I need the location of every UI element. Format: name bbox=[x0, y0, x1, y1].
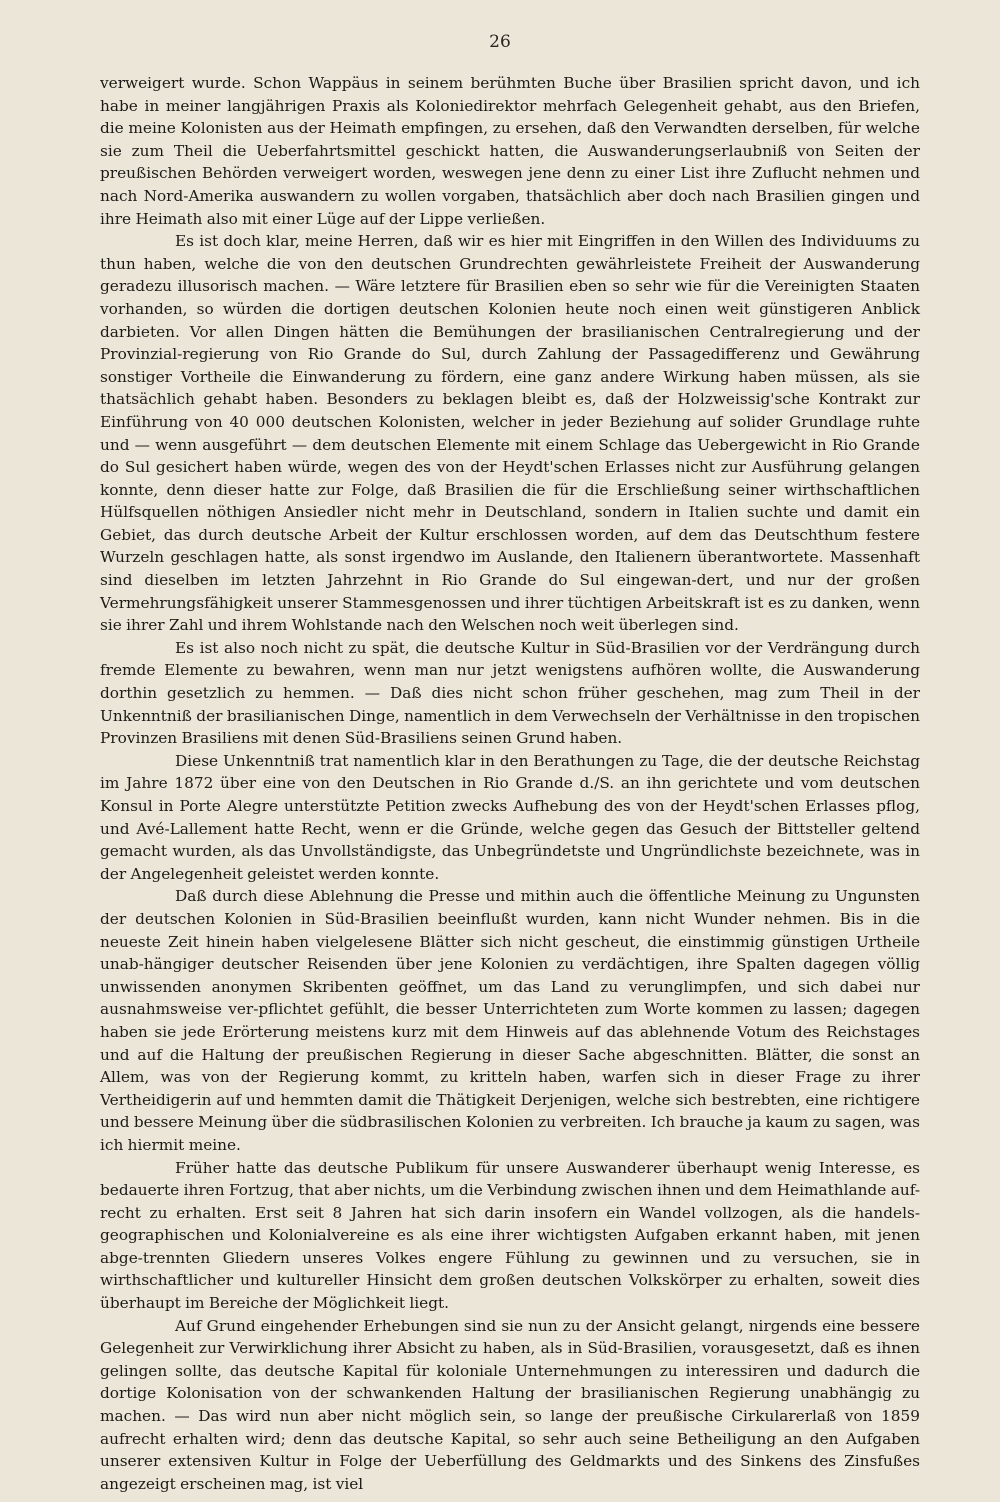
body-text bbox=[100, 72, 920, 1495]
paragraph-7: Auf Grund eingehender Erhebungen sind sie nun zu der Ansicht gelangt, nirgends eine bessere Gelegenheit zur Verwirklichung ihrer Absicht zu haben, als in Süd-Brasilien, vorausgesetzt, daß es ihnen gelingen sollte, das deutsche Kapital für koloniale Unternehmungen zu interessiren und dadurch die dortige Kolonisation von der schwankenden Haltung der brasilianischen Regierung unabhängig zu machen. — Das wird nun aber nicht möglich sein, so lange der preußische Cirkularerlaß von 1859 aufrecht erhalten wird; denn das deutsche Kapital, so sehr auch seine Betheiligung an den Aufgaben unserer extensiven Kultur in Folge der Ueberfüllung des Geldmarkts und des Sinkens des Zinsfußes angezeigt erscheinen mag, ist viel bbox=[100, 1316, 920, 1493]
paragraph-3: Es ist also noch nicht zu spät, die deutsche Kultur in Süd-Brasilien vor der Verdrängung durch fremde Elemente zu bewahren, wenn man nur jetzt wenigstens aufhören wollte, die Auswanderung dorthin gesetzlich zu hemmen. — Daß dies nicht schon früher geschehen, mag zum Theil in der Unkenntniß der brasilianischen Dinge, namentlich in dem Verwechseln der Verhältnisse in den tropischen Provinzen Brasiliens mit denen Süd-Brasiliens seinen Grund haben. bbox=[100, 638, 920, 748]
paragraph-1: verweigert wurde. Schon Wappäus in seinem berühmten Buche über Brasilien spricht davon, und ich habe in meiner langjährigen Praxis als Koloniedirektor mehrfach Gelegenheit gehabt, aus den Briefen, die meine Kolonisten aus der Heimath empfingen, zu ersehen, daß den Verwandten derselben, für welche sie zum Theil die Ueberfahrtsmittel geschickt hatten, die Auswanderungserlaubniß von Seiten der preußischen Behörden verweigert worden, weswegen jene denn zu einer List ihre Zuflucht nehmen und nach Nord-Amerika auswandern zu wollen vorgaben, thatsächlich aber doch nach Brasilien gingen und ihre Heimath also mit einer Lüge auf der Lippe verließen. bbox=[100, 74, 920, 228]
page-number: 26 bbox=[489, 32, 511, 52]
paragraph-2: Es ist doch klar, meine Herren, daß wir es hier mit Eingriffen in den Willen des Individuums zu thun haben, welche die von den deutschen Grundrechten gewährleistete Freiheit der Auswanderung geradezu illusorisch machen. — Wäre letztere für Brasilien eben so sehr wie für die Vereinigten Staaten vorhanden, so würden die dortigen deutschen Kolonien heute noch einen weit günstigeren Anblick darbieten. Vor allen Dingen hätten die Bemühungen der brasilianischen Centralregierung und der Provinzial-regierung von Rio Grande do Sul, durch Zahlung der Passagedifferenz und Gewährung sonstiger Vortheile die Einwanderung zu fördern, eine ganz andere Wirkung haben müssen, als sie thatsächlich gehabt haben. Besonders zu beklagen bleibt es, daß der Holzweissig'sche Kontrakt zur Einführung von 40 000 deutschen Kolonisten, welcher in jeder Beziehung auf solider Grundlage ruhte und — wenn ausgeführt — dem deutschen Elemente mit einem Schlage das Uebergewicht in Rio Grande do Sul gesichert haben würde, wegen des von der Heydt'schen Erlasses nicht zur Ausführung gelangen konnte, denn dieser hatte zur Folge, daß Brasilien die für die Erschließung seiner wirthschaftlichen Hülfsquellen nöthigen Ansiedler nicht mehr in Deutschland, sondern in Italien suchte und damit ein Gebiet, das durch deutsche Arbeit der Kultur erschlossen worden, auf dem das Deutschthum festere Wurzeln geschlagen hatte, als sonst irgendwo im Auslande, den Italienern überantwortete. Massenhaft sind dieselben im letzten Jahrzehnt in Rio Grande do Sul eingewan-dert, und nur der großen Vermehrungsfähigkeit unserer Stammesgenossen und ihrer tüchtigen Arbeitskraft ist es zu danken, wenn sie ihrer Zahl und ihrem Wohlstande nach den Welschen noch weit überlegen sind. bbox=[100, 232, 920, 635]
paragraph-6: Früher hatte das deutsche Publikum für unsere Auswanderer überhaupt wenig Interesse, es bedauerte ihren Fortzug, that aber nichts, um die Verbindung zwischen ihnen und dem Heimathlande auf-recht zu erhalten. Erst seit 8 Jahren hat sich darin insofern ein Wandel vollzogen, als die handels-geographischen und Kolonialvereine es als eine ihrer wichtigsten Aufgaben erkannt haben, mit jenen abge-trennten Gliedern unseres Volkes engere Fühlung zu gewinnen und zu versuchen, sie in wirthschaftlicher und kultureller Hinsicht dem großen deutschen Volkskörper zu erhalten, soweit dies überhaupt im Bereiche der Möglichkeit liegt. bbox=[100, 1158, 920, 1313]
paragraph-5: Daß durch diese Ablehnung die Presse und mithin auch die öffentliche Meinung zu Ungunsten der deutschen Kolonien in Süd-Brasilien beeinflußt wurden, kann nicht Wunder nehmen. Bis in die neueste Zeit hinein haben vielgelesene Blätter sich nicht gescheut, die einstimmig günstigen Urtheile unab-hängiger deutscher Reisenden über jene Kolonien zu verdächtigen, ihre Spalten dagegen völlig unwissenden anonymen Skribenten geöffnet, um das Land zu verunglimpfen, und sich dabei nur ausnahmsweise ver-pflichtet gefühlt, die besser Unterrichteten zum Worte kommen zu lassen; dagegen haben sie jede Erörterung meistens kurz mit dem Hinweis auf das ablehnende Votum des Reichstages und auf die Haltung der preußischen Regierung in dieser Sache abgeschnitten. Blätter, die sonst an Allem, was von der Regierung kommt, zu kritteln haben, warfen sich in dieser Frage zu ihrer Vertheidigerin auf und hemmten damit die Thätigkeit Derjenigen, welche sich bestrebten, eine richtigere und bessere Meinung über die südbrasilischen Kolonien zu verbreiten. Ich brauche ja kaum zu sagen, was ich hiermit meine. bbox=[100, 887, 920, 1154]
paragraph-4: Diese Unkenntniß trat namentlich klar in den Berathungen zu Tage, die der deutsche Reichstag im Jahre 1872 über eine von den Deutschen in Rio Grande d./S. an ihn gerichtete und vom deutschen Konsul in Porte Alegre unterstützte Petition zwecks Aufhebung des von der Heydt'schen Erlasses pflog, und Avé-Lallement hatte Recht, wenn er die Gründe, welche gegen das Gesuch der Bittsteller geltend gemacht wurden, als das Unvollständigste, das Unbegründetste und Ungründlichste bezeichnete, was in der Angelegenheit geleistet werden konnte. bbox=[100, 751, 920, 883]
